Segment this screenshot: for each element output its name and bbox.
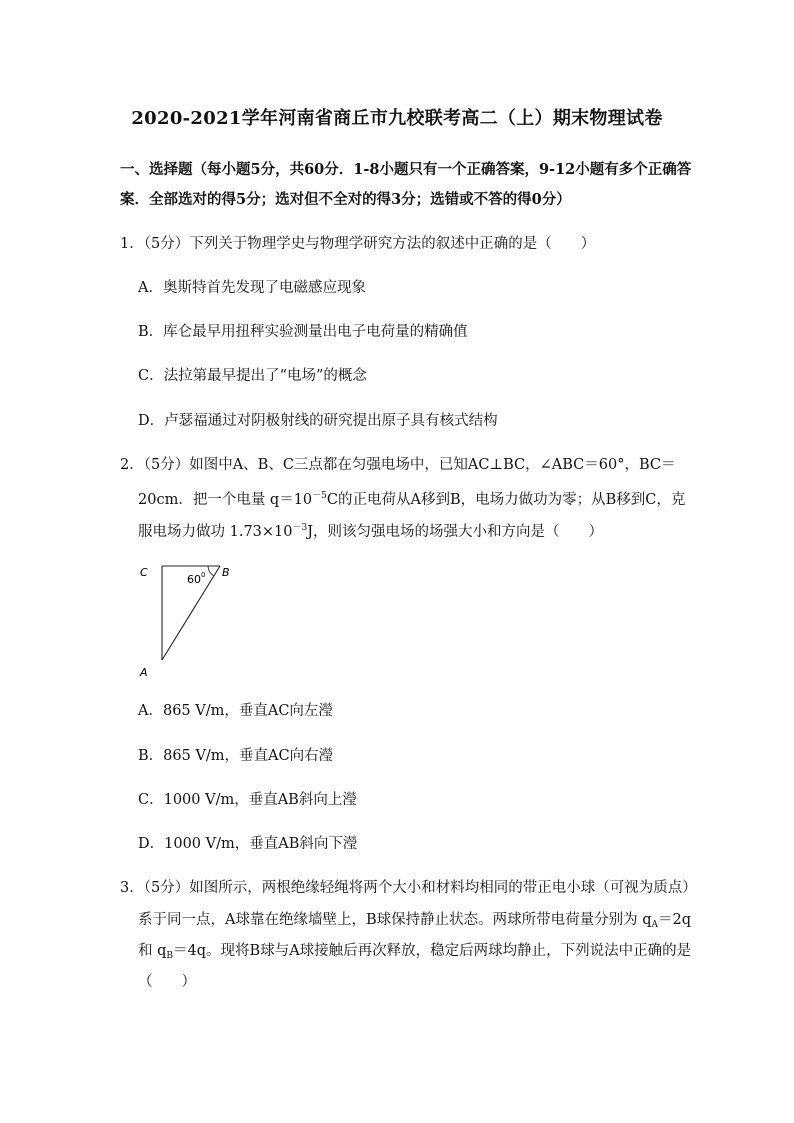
question-3-stem-line-3 — [138, 941, 691, 966]
q2-line2-part-b: C的正电荷从A移到B，电场力做功为零；从B移到C，克 — [326, 492, 686, 508]
question-1-option-c: C．法拉第最早提出了“电场”的概念 — [138, 368, 367, 384]
q3-line2-subscript: A — [651, 920, 659, 930]
question-2-option-d: D．1000 V/m，垂直AB斜向下瀅 — [138, 836, 358, 852]
label-b: B — [222, 566, 230, 579]
angle-arc — [208, 566, 214, 576]
question-3-stem-line-1: 3．（5分）如图所示，两根绝缘轻绳将两个大小和材料均相同的带正电小球（可视为质点） — [120, 880, 697, 896]
q3-line3-part-b: ＝4q。现将B球与A球接触后再次释放，稳定后两球均静止，下列说法中正确的是 — [173, 943, 692, 959]
q2-line3-part-a: 服电场力做功 1.73×10 — [138, 524, 293, 540]
question-2-stem-line-1: 2．（5分）如图中A、B、C三点都在匀强电场中，已知AC⊥BC，∠ABC＝60°，BC＝ — [120, 457, 676, 473]
q2-line2-exponent: －5 — [312, 491, 327, 501]
label-c: C — [140, 566, 148, 579]
q2-line2-part-a: 20cm．把一个电量 q＝10 — [138, 492, 313, 508]
q3-line3-subscript: B — [166, 951, 174, 961]
question-3-stem-line-2 — [138, 910, 691, 935]
question-2-stem-line-3 — [138, 518, 603, 542]
q2-line3-exponent: －3 — [292, 523, 308, 533]
question-1-option-b: B．库仑最早用扭秤实验测量出电子电荷量的精确值 — [138, 324, 468, 340]
q3-line3-part-a: 和 q — [138, 943, 167, 959]
section-heading-line-2: 案．全部选对的得5分；选对但不全对的得3分；选错或不答的得0分） — [120, 191, 571, 208]
question-2-option-c: C．1000 V/m，垂直AB斜向上瀅 — [138, 792, 357, 808]
question-2-option-a: A．865 V/m，垂直AC向左瀅 — [138, 703, 333, 719]
angle-label: 60 — [187, 573, 201, 586]
question-2-option-b: B．865 V/m，垂直AC向右瀅 — [138, 748, 334, 764]
angle-degree-mark: 0 — [201, 571, 206, 579]
q3-line2-part-b: ＝2q — [658, 912, 692, 928]
triangle-diagram — [136, 560, 246, 682]
question-2-stem-line-2 — [138, 486, 685, 510]
triangle-figure — [136, 560, 246, 682]
question-1-option-d: D．卢瑟福通过对阴极射线的研究提出原子具有核式结构 — [138, 413, 498, 429]
question-1-option-a: A．奥斯特首先发现了电磁感应现象 — [138, 280, 366, 296]
q3-line2-part-a: 系于同一点，A球靠在绝缘墙壁上，B球保持静止状态。两球所带电荷量分别为 q — [138, 912, 652, 928]
question-1-stem: 1．（5分）下列关于物理学史与物理学研究方法的叙述中正确的是（ ） — [120, 236, 596, 252]
page-title: 2020-2021学年河南省商丘市九校联考高二（上）期末物理试卷 — [131, 108, 663, 129]
q2-line3-part-b: J，则该匀强电场的场强大小和方向是（ ） — [307, 524, 604, 540]
section-heading-line-1: 一、选择题（每小题5分，共60分．1-8小题只有一个正确答案，9-12小题有多个正确答 — [120, 161, 692, 178]
label-a: A — [140, 666, 148, 679]
question-3-stem-line-4: （ ） — [138, 974, 196, 990]
